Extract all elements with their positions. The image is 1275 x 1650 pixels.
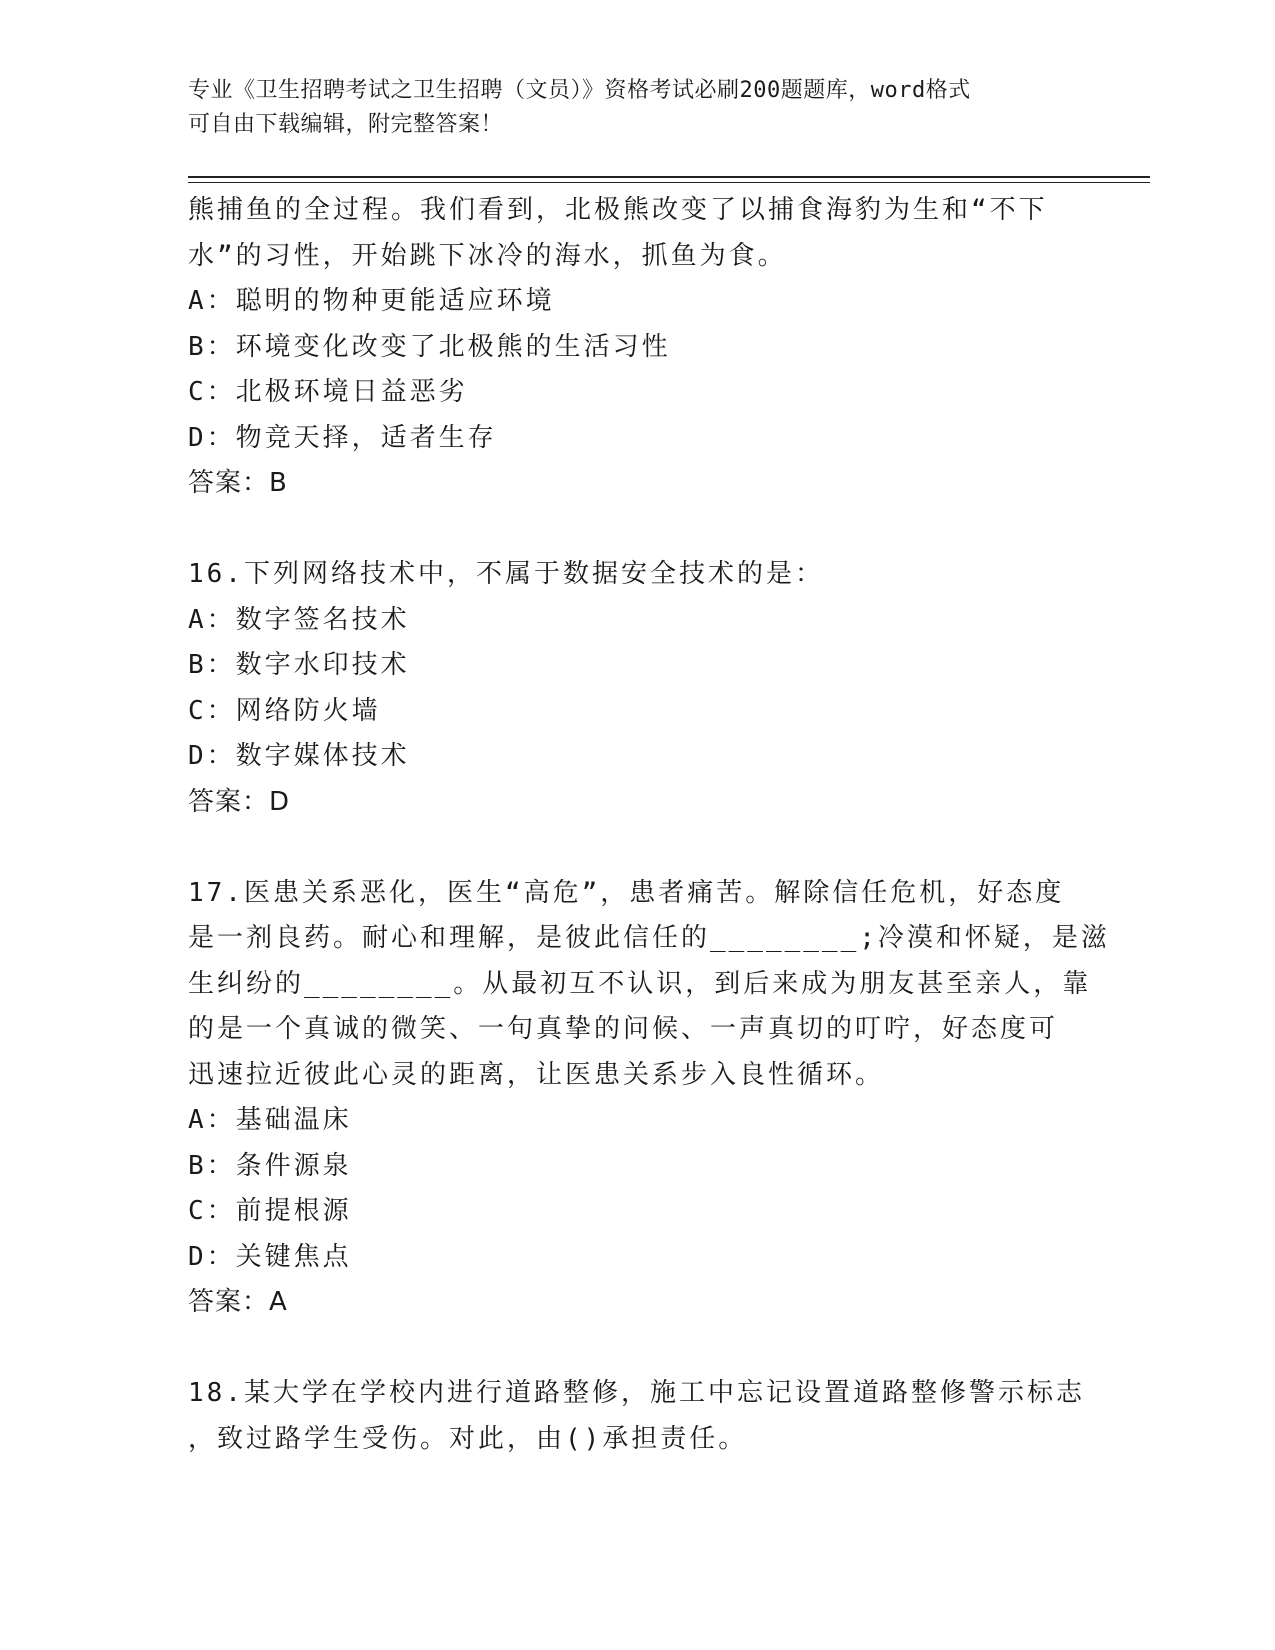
spacer bbox=[188, 507, 1088, 553]
question-text-line: 18.某大学在学校内进行道路整修，施工中忘记设置道路整修警示标志 bbox=[188, 1378, 1085, 1408]
header-title-line-1: 专业《卫生招聘考试之卫生招聘（文员）》资格考试必刷200题题库，word格式 bbox=[188, 78, 971, 103]
header-title-line-2: 可自由下载编辑，附完整答案！ bbox=[188, 112, 504, 137]
option-c: C：网络防火墙 bbox=[188, 695, 381, 726]
page-header bbox=[188, 74, 1088, 142]
option-b: B：数字水印技术 bbox=[188, 650, 410, 680]
question-text-line: 迅速拉近彼此心灵的距离，让医患关系步入良性循环。 bbox=[188, 1059, 885, 1090]
option-c: C：前提根源 bbox=[188, 1196, 352, 1226]
option-d: D：物竞天择，适者生存 bbox=[188, 422, 497, 453]
option-d: D：数字媒体技术 bbox=[188, 741, 410, 771]
option-a: A：基础温床 bbox=[188, 1105, 352, 1135]
question-text-line: 的是一个真诚的微笑、一句真挚的问候、一声真切的叮咛，好态度可 bbox=[188, 1014, 1059, 1044]
question-text-line: 16.下列网络技术中，不属于数据安全技术的是： bbox=[188, 559, 824, 589]
question-text-line: ，致过路学生受伤。对此，由()承担责任。 bbox=[188, 1423, 748, 1454]
option-c: C：北极环境日益恶劣 bbox=[188, 377, 468, 407]
question-15 bbox=[188, 188, 1088, 507]
spacer bbox=[188, 1326, 1088, 1372]
option-a: A：聪明的物种更能适应环境 bbox=[188, 286, 555, 316]
answer-line: 答案：B bbox=[188, 468, 288, 498]
answer-line: 答案：D bbox=[188, 786, 291, 817]
header-divider-thick bbox=[188, 176, 1150, 178]
spacer bbox=[188, 825, 1088, 871]
question-text-line: 水”的习性，开始跳下冰冷的海水，抓鱼为食。 bbox=[188, 240, 787, 271]
question-18 bbox=[188, 1371, 1088, 1462]
option-b: B：环境变化改变了北极熊的生活习性 bbox=[188, 331, 671, 362]
question-text-line: 是一剂良药。耐心和理解，是彼此信任的________;冷漠和怀疑，是滋 bbox=[188, 923, 1110, 953]
option-d: D：关键焦点 bbox=[188, 1241, 352, 1272]
question-17 bbox=[188, 871, 1110, 1326]
question-text-line: 17.医患关系恶化，医生“高危”，患者痛苦。解除信任危机，好态度 bbox=[188, 877, 1065, 908]
header-divider-thin bbox=[188, 182, 1150, 183]
option-b: B：条件源泉 bbox=[188, 1150, 352, 1181]
option-a: A：数字签名技术 bbox=[188, 604, 410, 635]
question-16 bbox=[188, 552, 1088, 825]
question-text-line: 熊捕鱼的全过程。我们看到，北极熊改变了以捕食海豹为生和“不下 bbox=[188, 195, 1048, 225]
question-text-line: 生纠纷的________。从最初互不认识，到后来成为朋友甚至亲人，靠 bbox=[188, 968, 1092, 999]
answer-line: 答案：A bbox=[188, 1287, 288, 1317]
question-body bbox=[188, 188, 1110, 1462]
